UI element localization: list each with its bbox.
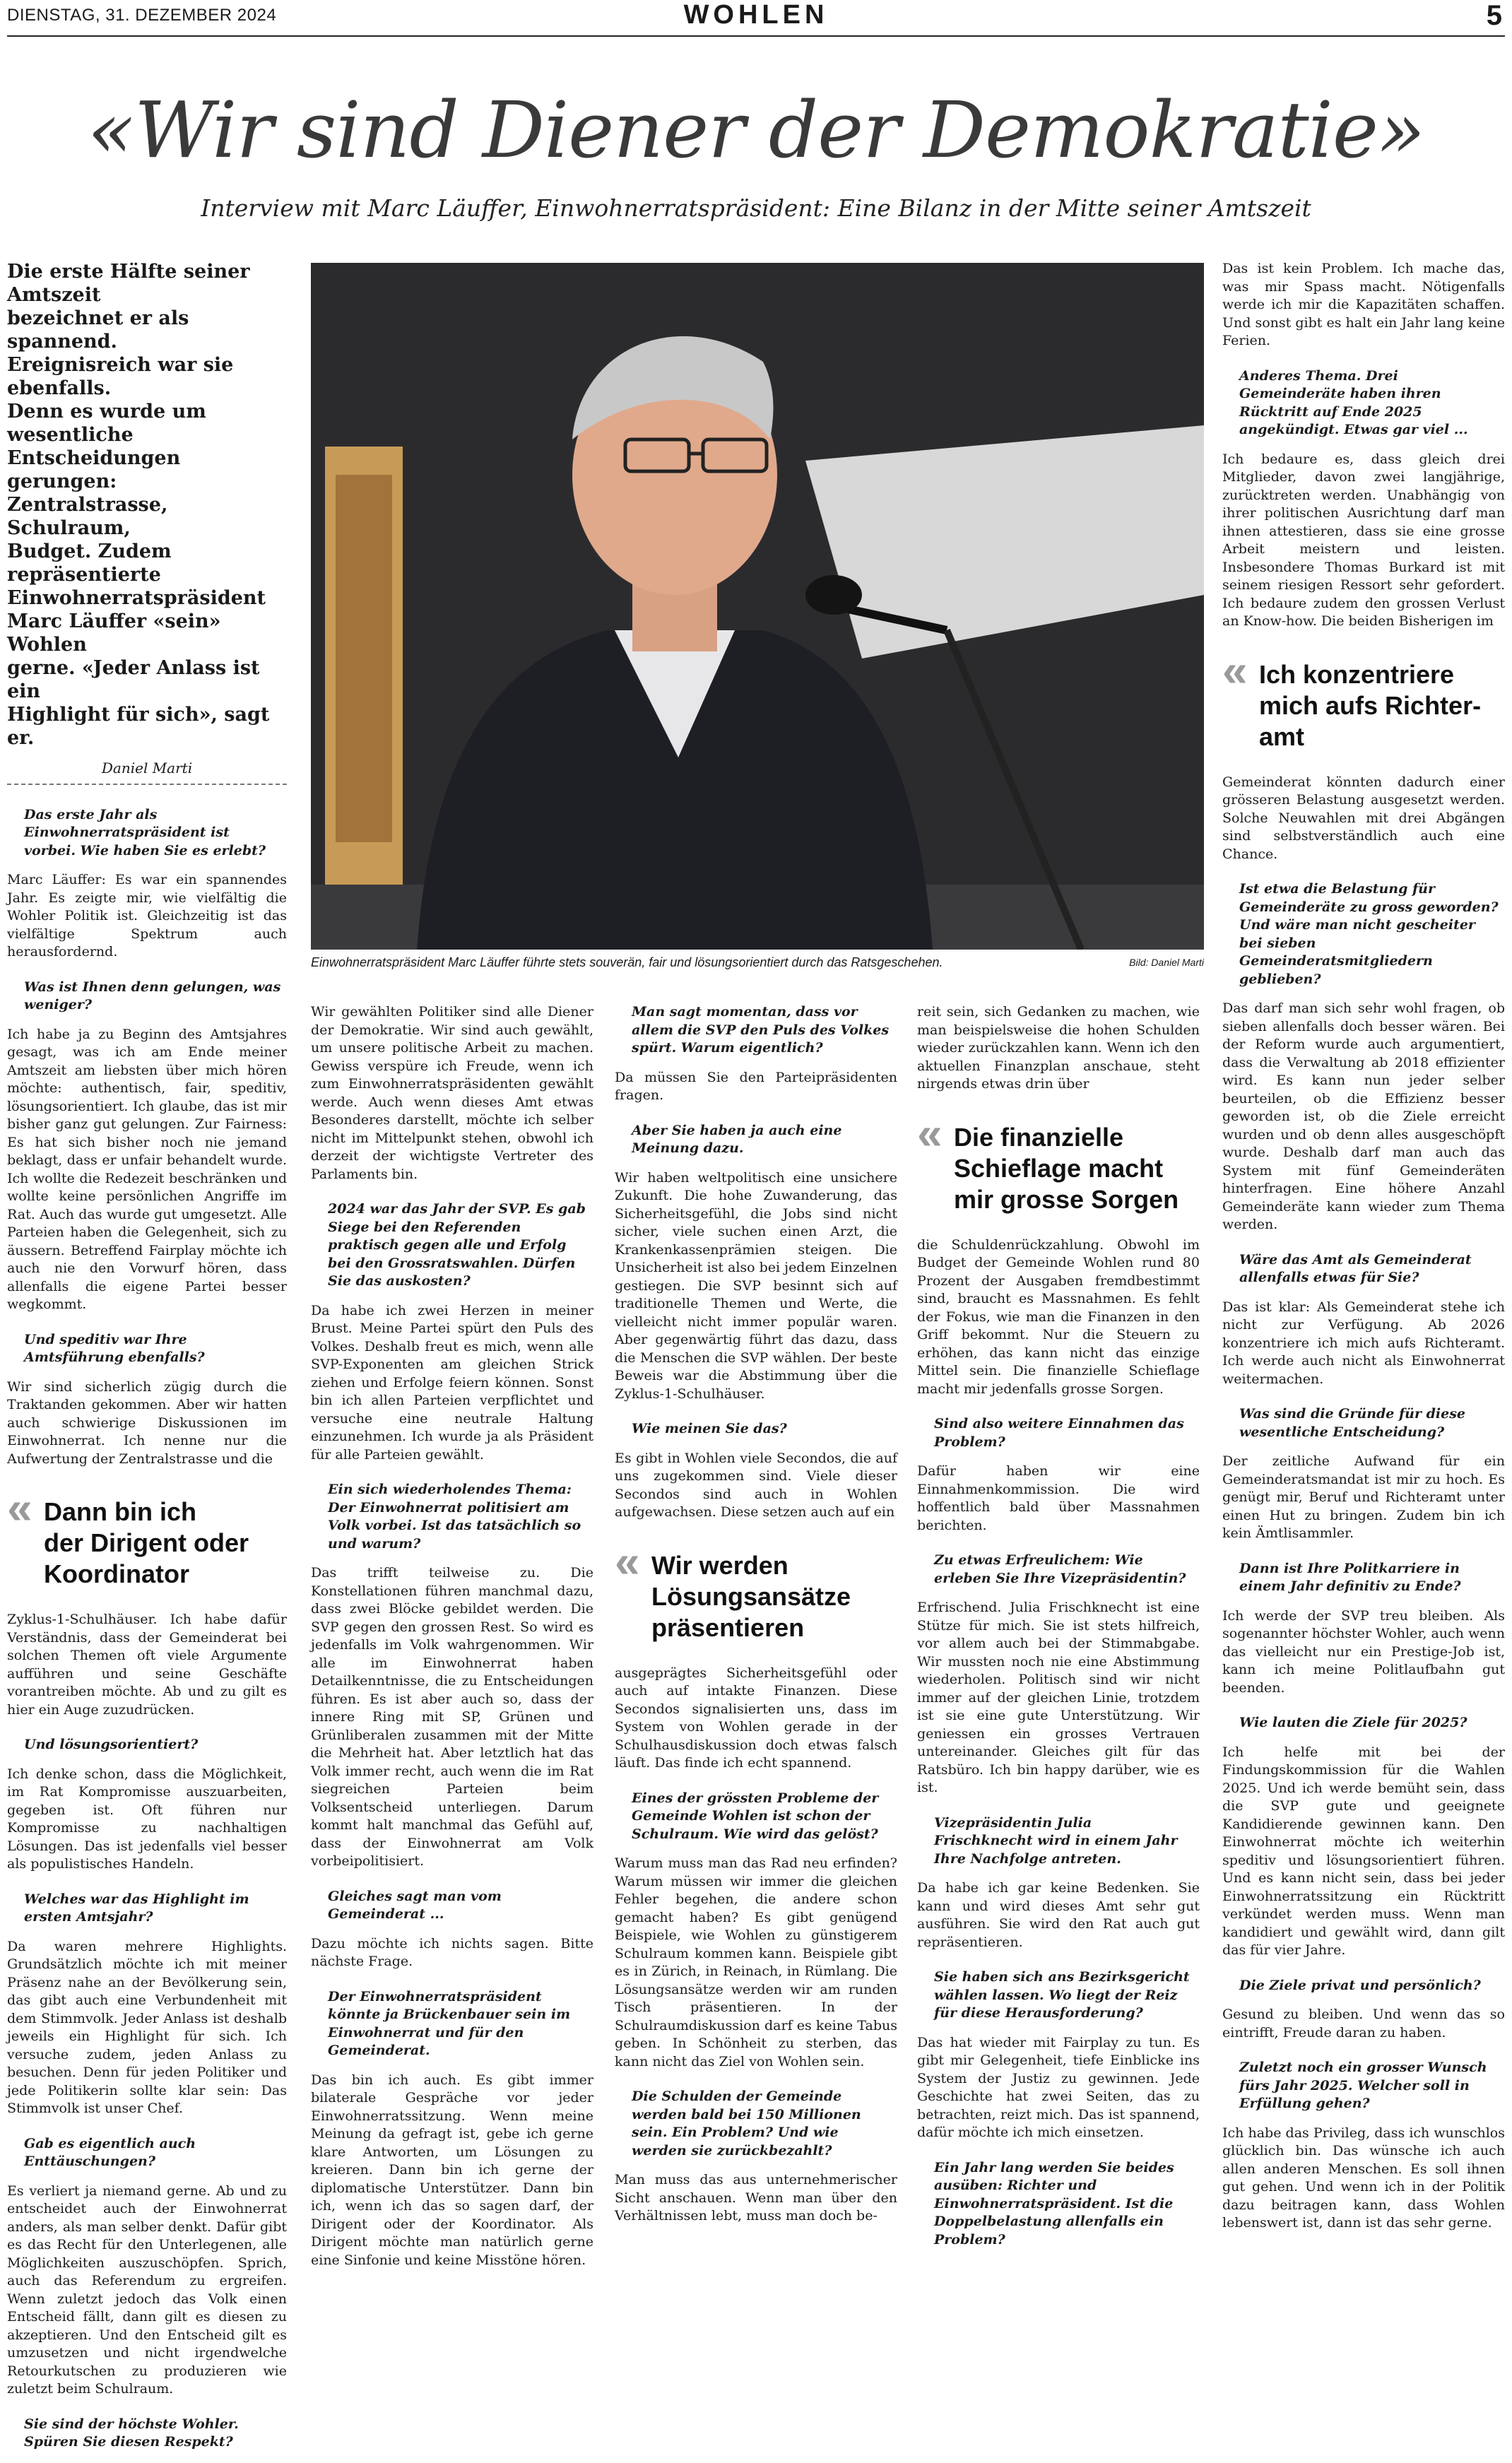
question: Man sagt momentan, dass vor allem die SVP den Puls des Volkes spürt. Warum eigentlich? bbox=[632, 1004, 890, 1056]
answer: Das darf man sich sehr wohl fragen, ob sieben allenfalls doch besser wären. Bei der Reform wurde auch argumentiert, dass die Verwaltung ab 2018 effizienter wird. Es kann nun jeder selber beurteilen, ob die Effizienz besser geworden ist, ob die Ziele erreicht wurden und ob denn alles ausgeschöpft wurde. Deshalb darf man auch das System mit fünf Gemeinderäten hinterfragen. Eine höhere Anzahl Gemeinderäte kann wieder zum Thema werden. bbox=[1222, 1000, 1505, 1232]
answer: Das trifft teilweise zu. Die Konstellationen führen manchmal dazu, dass zwei Blöcke gebildet werden. Die SVP gegen den grossen Rest. So wird es jedenfalls im Volk wahrgenommen. Wir alle im Einwohnerrat haben Detailkenntnisse, die zu Entscheidungen führen. Es ist aber auch so, dass der innere Ring mit SP, Grünen und Grünliberalen zusammen mit der Mitte die Mehrheit hat. Aber letztlich hat das Volk immer recht, auch wenn die im Rat siegreichen Parteien beim Volksentscheid unterliegen. Darum kommt halt manchmal das Gefühl auf, dass der Einwohnerrat am Volk vorbeipolitisiert. bbox=[311, 1565, 593, 1869]
pull-quote-text: Dann bin ich der Dirigent oder Koordinator bbox=[44, 1497, 249, 1588]
answer: Da habe ich gar keine Bedenken. Sie kann und wird dieses Amt sehr gut ausführen. Sie wird den Rat auch gut repräsentieren. bbox=[917, 1880, 1200, 1950]
question: Sind also weitere Einnahmen das Problem? bbox=[934, 1416, 1184, 1450]
question: Dann ist Ihre Politkarriere in einem Jahr definitiv zu Ende? bbox=[1239, 1560, 1461, 1594]
answer: Dafür haben wir eine Einnahmenkommission. Die wird hoffentlich bald über Massnahmen berichten. bbox=[917, 1463, 1200, 1533]
answer: Ich bedaure es, dass gleich drei Mitglieder, davon zwei langjährige, zurücktreten werden. Unabhängig von ihrer politischen Ausrichtung darf man ihnen attestieren, dass sie eine grosse Arbeit meistern und leisten. Insbesondere Thomas Burkard ist mit seinem riesigen Ressort sehr gefordert. Ich bedaure zudem den grossen Verlust an Know-how. Die beiden Bisherigen im bbox=[1222, 451, 1505, 629]
answer: die Schuldenrückzahlung. Obwohl im Budget der Gemeinde Wohlen rund 80 Prozent der Ausgaben fremdbestimmt sind, braucht es Massnahmen. Es fehlt der Fokus, wie man die Finanzen in den Griff bekommt. Nur die Steuern zu erhöhen, das kann nicht das einzige Mittel sein. Die finanzielle Schieflage macht mir jedenfalls grosse Sorgen. bbox=[917, 1236, 1200, 1397]
column-5 bbox=[1222, 260, 1505, 2244]
answer: Wir sind sicherlich zügig durch die Traktanden gekommen. Aber wir hatten auch schwierige Diskussionen im Einwohnerrat. Ich nenne nur die Aufwertung der Zentralstrasse und die bbox=[7, 1378, 287, 1467]
question: Zu etwas Erfreulichem: Wie erleben Sie Ihre Vizepräsidentin? bbox=[934, 1552, 1186, 1586]
question: Sie haben sich ans Bezirksgericht wählen lassen. Wo liegt der Reiz für diese Herausforderung? bbox=[934, 1969, 1190, 2021]
page-number: 5 bbox=[1486, 0, 1502, 31]
answer: Wir gewählten Politiker sind alle Diener der Demokratie. Wir sind auch gewählt, um unsere politische Arbeit zu machen. Gewiss verspüre ich Freude, wenn ich zum Einwohnerratspräsidenten gewählt werde. Auch wenn dieses Amt etwas Besonderes darstellt, möchte ich selber nicht im Mittelpunkt stehen, obwohl ich derzeit der wichtigste Vertreter des Parlaments bin. bbox=[311, 1004, 593, 1182]
question: Vizepräsidentin Julia Frischknecht wird in einem Jahr Ihre Nachfolge antreten. bbox=[934, 1814, 1178, 1867]
lead-paragraph: Die erste Hälfte seiner Amtszeit bezeichnet er als spannend. Ereignisreich war sie ebenfalls. Denn es wurde um wesentliche Entscheidungen gerungen: Zentralstrasse, Schulraum, Budget. Zudem repräsentierte Einwohnerratspräsident Marc Läuffer «sein» Wohlen gerne. «Jeder Anlass ist ein Highlight für sich», sagt er. bbox=[7, 261, 270, 749]
quote-mark-icon: « bbox=[917, 1107, 943, 1159]
question: Sie sind der höchste Wohler. Spüren Sie diesen Respekt? bbox=[24, 2416, 239, 2450]
answer: reit sein, sich Gedanken zu machen, wie man beispielsweise die hohen Schulden wieder zurückzahlen kann. Wenn ich den aktuellen Finanzplan anschaue, steht nirgends etwas drin über bbox=[917, 1004, 1200, 1092]
question: Ein Jahr lang werden Sie beides ausüben: Richter und Einwohnerratspräsident. Ist die Doppelbelastung allenfalls ein Problem? bbox=[934, 2159, 1174, 2248]
question: Ist etwa die Belastung für Gemeinderäte zu gross geworden? Und wäre man nicht gescheiter bei sieben Gemeinderatsmitgliedern geblieben? bbox=[1239, 881, 1499, 987]
answer: Erfrischend. Julia Frischknecht ist eine Stütze für mich. Sie ist stets hilfreich, vor allem auch bei der Stimmabgabe. Wir mussten noch nie eine Abstimmung wiederholen. Politisch sind wir nicht immer auf der gleichen Linie, trotzdem ist sie eine gute Unterstützung. Wir geniessen ein grosses Vertrauen untereinander. Gleiches gilt für das Ratsbüro. Ich bin happy darüber, wie es ist. bbox=[917, 1600, 1200, 1795]
question: Zuletzt noch ein grosser Wunsch fürs Jahr 2025. Welcher soll in Erfüllung gehen? bbox=[1239, 2060, 1487, 2111]
pull-quote-text: Wir werden Lösungsansätze präsentieren bbox=[651, 1550, 851, 1642]
quote-mark-icon: « bbox=[1222, 644, 1248, 696]
answer: Marc Läuffer: Es war ein spannendes Jahr. Es zeigte mir, wie vielfältig die Wohler Politik ist. Gleichzeitig ist das vielfältige Spektrum auch herausfordernd. bbox=[7, 872, 287, 959]
question: Wie meinen Sie das? bbox=[632, 1421, 787, 1436]
headline: «Wir sind Diener der Demokratie» bbox=[87, 85, 1425, 175]
header-rule bbox=[7, 35, 1505, 37]
photo-caption bbox=[311, 955, 1204, 970]
pull-quote-text: Ich konzentriere mich aufs Richter- amt bbox=[1259, 659, 1482, 751]
pull-quote bbox=[7, 1482, 287, 1590]
question: Ein sich wiederholendes Thema: Der Einwohnerrat politisiert am Volk vorbei. Ist das tatsächlich so und warum? bbox=[328, 1482, 581, 1552]
column-4 bbox=[917, 1003, 1200, 2260]
answer: Warum muss man das Rad neu erfinden? Warum müssen wir immer die gleichen Fehler begehen, die andere schon gemacht haben? Es gibt genügend Beispiele, wie Wohlen zu günstigerem Schulraum kommen kann. Beispiele gibt es in Zürich, in Reinach, in Rümlang. Die Lösungsansätze werden wir am runden Tisch präsentieren. In der Schulraumdiskussion darf es keine Tabus geben. In Schönheit zu sterben, das kann nicht das Ziel von Wohlen sein. bbox=[615, 1855, 897, 2069]
speaker-photo-illustration bbox=[311, 263, 1204, 950]
answer: Das hat wieder mit Fairplay zu tun. Es gibt mir Gelegenheit, tiefe Einblicke ins System der Justiz zu gewinnen. Jede Geschichte hat zwei Seiten, das zu betrachten, reizt mich. Das ist spannend, dafür möchte ich mich einsetzen. bbox=[917, 2034, 1200, 2140]
pull-quote bbox=[615, 1535, 897, 1643]
caption-text: Einwohnerratspräsident Marc Läuffer führte stets souverän, fair und lösungsorientiert durch das Ratsgeschehen. bbox=[311, 955, 943, 969]
question: Und lösungsorientiert? bbox=[24, 1737, 199, 1752]
byline: Daniel Marti bbox=[101, 760, 193, 776]
question: Welches war das Highlight im ersten Amtsjahr? bbox=[24, 1891, 249, 1925]
answer: Wir haben weltpolitisch eine unsichere Zukunft. Die hohe Zuwanderung, das Sicherheitsgefühl, die Jobs sind nicht sicher, viele suchen einen Arzt, die Krankenkassenprämien steigen. Die Unsicherheit ist also bei jedem Einzelnen gestiegen. Die SVP besinnt sich auf traditionelle Themen und Werte, die vielleicht nicht immer populär waren. Aber gegenwärtig führt das dazu, dass die Menschen die SVP wählen. Der beste Beweis war die Abstimmung über die Zyklus-1-Schulhäuser. bbox=[615, 1169, 898, 1402]
photo-credit: Bild: Daniel Marti bbox=[1129, 957, 1204, 968]
quote-mark-icon: « bbox=[7, 1482, 33, 1533]
answer: Dazu möchte ich nichts sagen. Bitte nächste Frage. bbox=[311, 1935, 593, 1969]
column-1 bbox=[7, 260, 287, 2463]
answer: Der zeitliche Aufwand für ein Gemeinderatsmandat ist mir zu hoch. Es genügt mir, Beruf und Richteramt unter einen Hut zu bringen. Zudem bin ich kein Ämtlisammler. bbox=[1222, 1453, 1505, 1541]
pull-quote-text: Die finanzielle Schieflage macht mir grosse Sorgen bbox=[954, 1122, 1179, 1214]
answer: Da habe ich zwei Herzen in meiner Brust. Meine Partei spürt den Puls des Volkes. Deshalb freut es mich, wenn alle SVP-Exponenten am gleichen Strick ziehen und Erfolge feiern können. Sonst bin ich allen Parteien verpflichtet und versuche eine neutrale Haltung einzunehmen. Ich wurde ja als Präsident für alle Parteien gewählt. bbox=[311, 1302, 593, 1463]
question: Was ist Ihnen denn gelungen, was weniger? bbox=[24, 979, 281, 1012]
answer: Es gibt in Wohlen viele Secondos, die auf uns zugekommen sind. Viele dieser Secondos sind auch in Wohlen aufgewachsen. Diese setzen auch auf ein bbox=[615, 1450, 897, 1520]
answer: Ich denke schon, dass die Möglichkeit, im Rat Kompromisse auszuarbeiten, gegeben ist. Oft führen nur Kompromisse zu nachhaltigen Lösungen. Das ist jedenfalls viel besser als populistisches Handeln. bbox=[7, 1766, 287, 1872]
answer: Das bin ich auch. Es gibt immer bilaterale Gespräche vor jeder Einwohnerratssitzung. Wenn meine Meinung da gefragt ist, gebe ich gerne klare Antworten, um Lösungen zu kreieren. Dann bin ich gerne der diplomatische Unterstützer. Dann bin ich, wenn ich das so sagen darf, der Dirigent oder der Koordinator. Als Dirigent möchte man natürlich gerne eine Sinfonie und keine Misstöne hören. bbox=[311, 2072, 593, 2268]
answer: ausgeprägtes Sicherheitsgefühl oder auch auf intakte Finanzen. Diese Secondos signalisierten uns, dass im System von Wohlen gerade in der Schulhausdiskussion doch etwas falsch läuft. Das finde ich echt spannend. bbox=[615, 1665, 897, 1771]
answer: Das ist klar: Als Gemeinderat stehe ich nicht zur Verfügung. Ab 2026 konzentriere ich mich aufs Richteramt. Ich werde auch nicht als Einwohnerrat weitermachen. bbox=[1222, 1299, 1505, 1387]
question: Gleiches sagt man vom Gemeinderat ... bbox=[328, 1888, 502, 1922]
answer: Es verliert ja niemand gerne. Ab und zu entscheidet auch der Einwohnerrat anders, als man selber denkt. Dafür gibt es das Recht für den Unterlegenen, alle Möglichkeiten auszuschöpfen. Sprich, auch das Referendum zu ergreifen. Wenn zuletzt jedoch das Volk einen Entscheid fällt, dann gilt es diesen zu akzeptieren. Und den Entscheid gilt es umzusetzen und nicht irgendwelche Retourkutschen zu produzieren wie zuletzt beim Schulraum. bbox=[7, 2183, 287, 2397]
section-name: WOHLEN bbox=[683, 0, 829, 30]
answer: Ich habe ja zu Beginn des Amtsjahres gesagt, was ich am Ende meiner Amtszeit am liebsten über mich hören möchte: authentisch, fair, speditiv, lösungsorientiert. Ich glaube, das ist mir bisher ganz gut gelungen. Zur Fairness: Es hat sich bisher noch nie jemand beklagt, dass er unfair behandelt wurde. Ich wollte die Redezeit beschränken und wollte keine persönlichen Angriffe im Rat. Auch das wurde gut umgesetzt. Alle Parteien haben die Gelegenheit, sich zu äussern. Betreffend Fairplay möchte ich auch nie den Vorwurf hören, dass allenfalls die eigene Partei besser wegkommt. bbox=[7, 1026, 287, 1312]
question: 2024 war das Jahr der SVP. Es gab Siege bei den Referenden praktisch gegen alle und Erfolg bei den Grossratswahlen. Dürfen Sie das auskosten? bbox=[328, 1201, 586, 1289]
subheadline: Interview mit Marc Läuffer, Einwohnerratspräsident: Eine Bilanz in der Mitte seiner Amtszeit bbox=[201, 194, 1311, 222]
question: Wäre das Amt als Gemeinderat allenfalls etwas für Sie? bbox=[1239, 1251, 1472, 1285]
answer: Gemeinderat könnten dadurch einer grösseren Belastung ausgesetzt werden. Solche Neuwahlen mit drei Abgängen sind selbstverständlich auch eine Chance. bbox=[1222, 774, 1505, 862]
answer: Gesund zu bleiben. Und wenn das so eintrifft, Freude daran zu haben. bbox=[1222, 2007, 1505, 2040]
question: Die Ziele privat und persönlich? bbox=[1239, 1977, 1481, 1993]
pull-quote bbox=[1222, 644, 1505, 752]
answer: Zyklus-1-Schulhäuser. Ich habe dafür Verständnis, dass der Gemeinderat bei solchen Themen oft viele Argumente aufführen und seine Geschäfte vorantreiben möchte. Ab und zu gilt es hier ein Auge zuzudrücken. bbox=[7, 1612, 287, 1718]
byline-divider bbox=[7, 784, 287, 785]
article-photo bbox=[311, 263, 1204, 950]
answer: Ich habe das Privileg, dass ich wunschlos glücklich bin. Das wünsche ich auch allen anderen Menschen. Es soll ihnen gut gehen. Und wenn ich in der Politik dazu beitragen kann, dass Wohlen lebenswert ist, dann ist das sehr gerne. bbox=[1222, 2125, 1505, 2231]
answer: Ich werde der SVP treu bleiben. Als sogenannter höchster Wohler, auch wenn das vielleicht nur ein Prestige-Job ist, kann ich meine Politlaufbahn gut beenden. bbox=[1222, 1607, 1505, 1696]
question: Das erste Jahr als Einwohnerratspräsident ist vorbei. Wie haben Sie es erlebt? bbox=[24, 806, 266, 858]
question: Aber Sie haben ja auch eine Meinung dazu. bbox=[632, 1122, 842, 1156]
question: Gab es eigentlich auch Enttäuschungen? bbox=[24, 2135, 196, 2169]
answer: Da waren mehrere Highlights. Grundsätzlich möchte ich mit meiner Präsenz nahe an der Bevölkerung sein, das gibt auch eine Verbundenheit mit dem Stimmvolk. Jeder Anlass ist deshalb jeweils ein Highlight für sich. Ich versuche zudem, jeden Anlass zu besuchen. Denn für jeden Politiker und jede Politikerin sollte klar sein: Das Stimmvolk ist unser Chef. bbox=[7, 1938, 287, 2116]
question: Anderes Thema. Drei Gemeinderäte haben ihren Rücktritt auf Ende 2025 angekündigt. Etwas gar viel ... bbox=[1239, 367, 1468, 437]
question: Wie lauten die Ziele für 2025? bbox=[1239, 1715, 1467, 1730]
question: Die Schulden der Gemeinde werden bald bei 150 Millionen sein. Ein Problem? Und wie werden sie zurückbezahlt? bbox=[632, 2089, 861, 2158]
question: Der Einwohnerratspräsident könnte ja Brückenbauer sein im Einwohnerrat und für den Gemeinderat. bbox=[328, 1988, 571, 2058]
quote-mark-icon: « bbox=[615, 1535, 640, 1587]
answer: Man muss das aus unternehmerischer Sicht anschauen. Wenn man über den Verhältnissen lebt, muss man doch be- bbox=[615, 2172, 897, 2223]
answer: Ich helfe mit bei der Findungskommission für die Wahlen 2025. Und ich werde bemüht sein, dass die SVP gute und geeignete Kandidierende gewinnen kann. Den Einwohnerrat möchte ich weiterhin speditiv und lösungsorientiert führen. Und es kann nicht sein, dass bei jeder Einwohnerratssitzung ein Rücktritt verkündet werden muss. Wenn man kandidiert und gewählt wird, dann gilt das für vier Jahre. bbox=[1222, 1744, 1505, 1958]
pull-quote bbox=[917, 1107, 1200, 1215]
question: Eines der grössten Probleme der Gemeinde Wohlen ist schon der Schulraum. Wie wird das gelöst? bbox=[632, 1790, 879, 1842]
question: Was sind die Gründe für diese wesentliche Entscheidung? bbox=[1239, 1406, 1465, 1440]
issue-date: DIENSTAG, 31. DEZEMBER 2024 bbox=[7, 6, 277, 25]
answer: Das ist kein Problem. Ich mache das, was mir Spass macht. Nötigenfalls werde ich mir die Kapazitäten schaffen. Und sonst gibt es halt ein Jahr lang keine Ferien. bbox=[1222, 261, 1505, 348]
answer: Da müssen Sie den Parteipräsidenten fragen. bbox=[615, 1069, 897, 1103]
question: Und speditiv war Ihre Amtsführung ebenfalls? bbox=[24, 1331, 205, 1365]
column-3 bbox=[615, 1003, 897, 2237]
column-2 bbox=[311, 1003, 593, 2281]
